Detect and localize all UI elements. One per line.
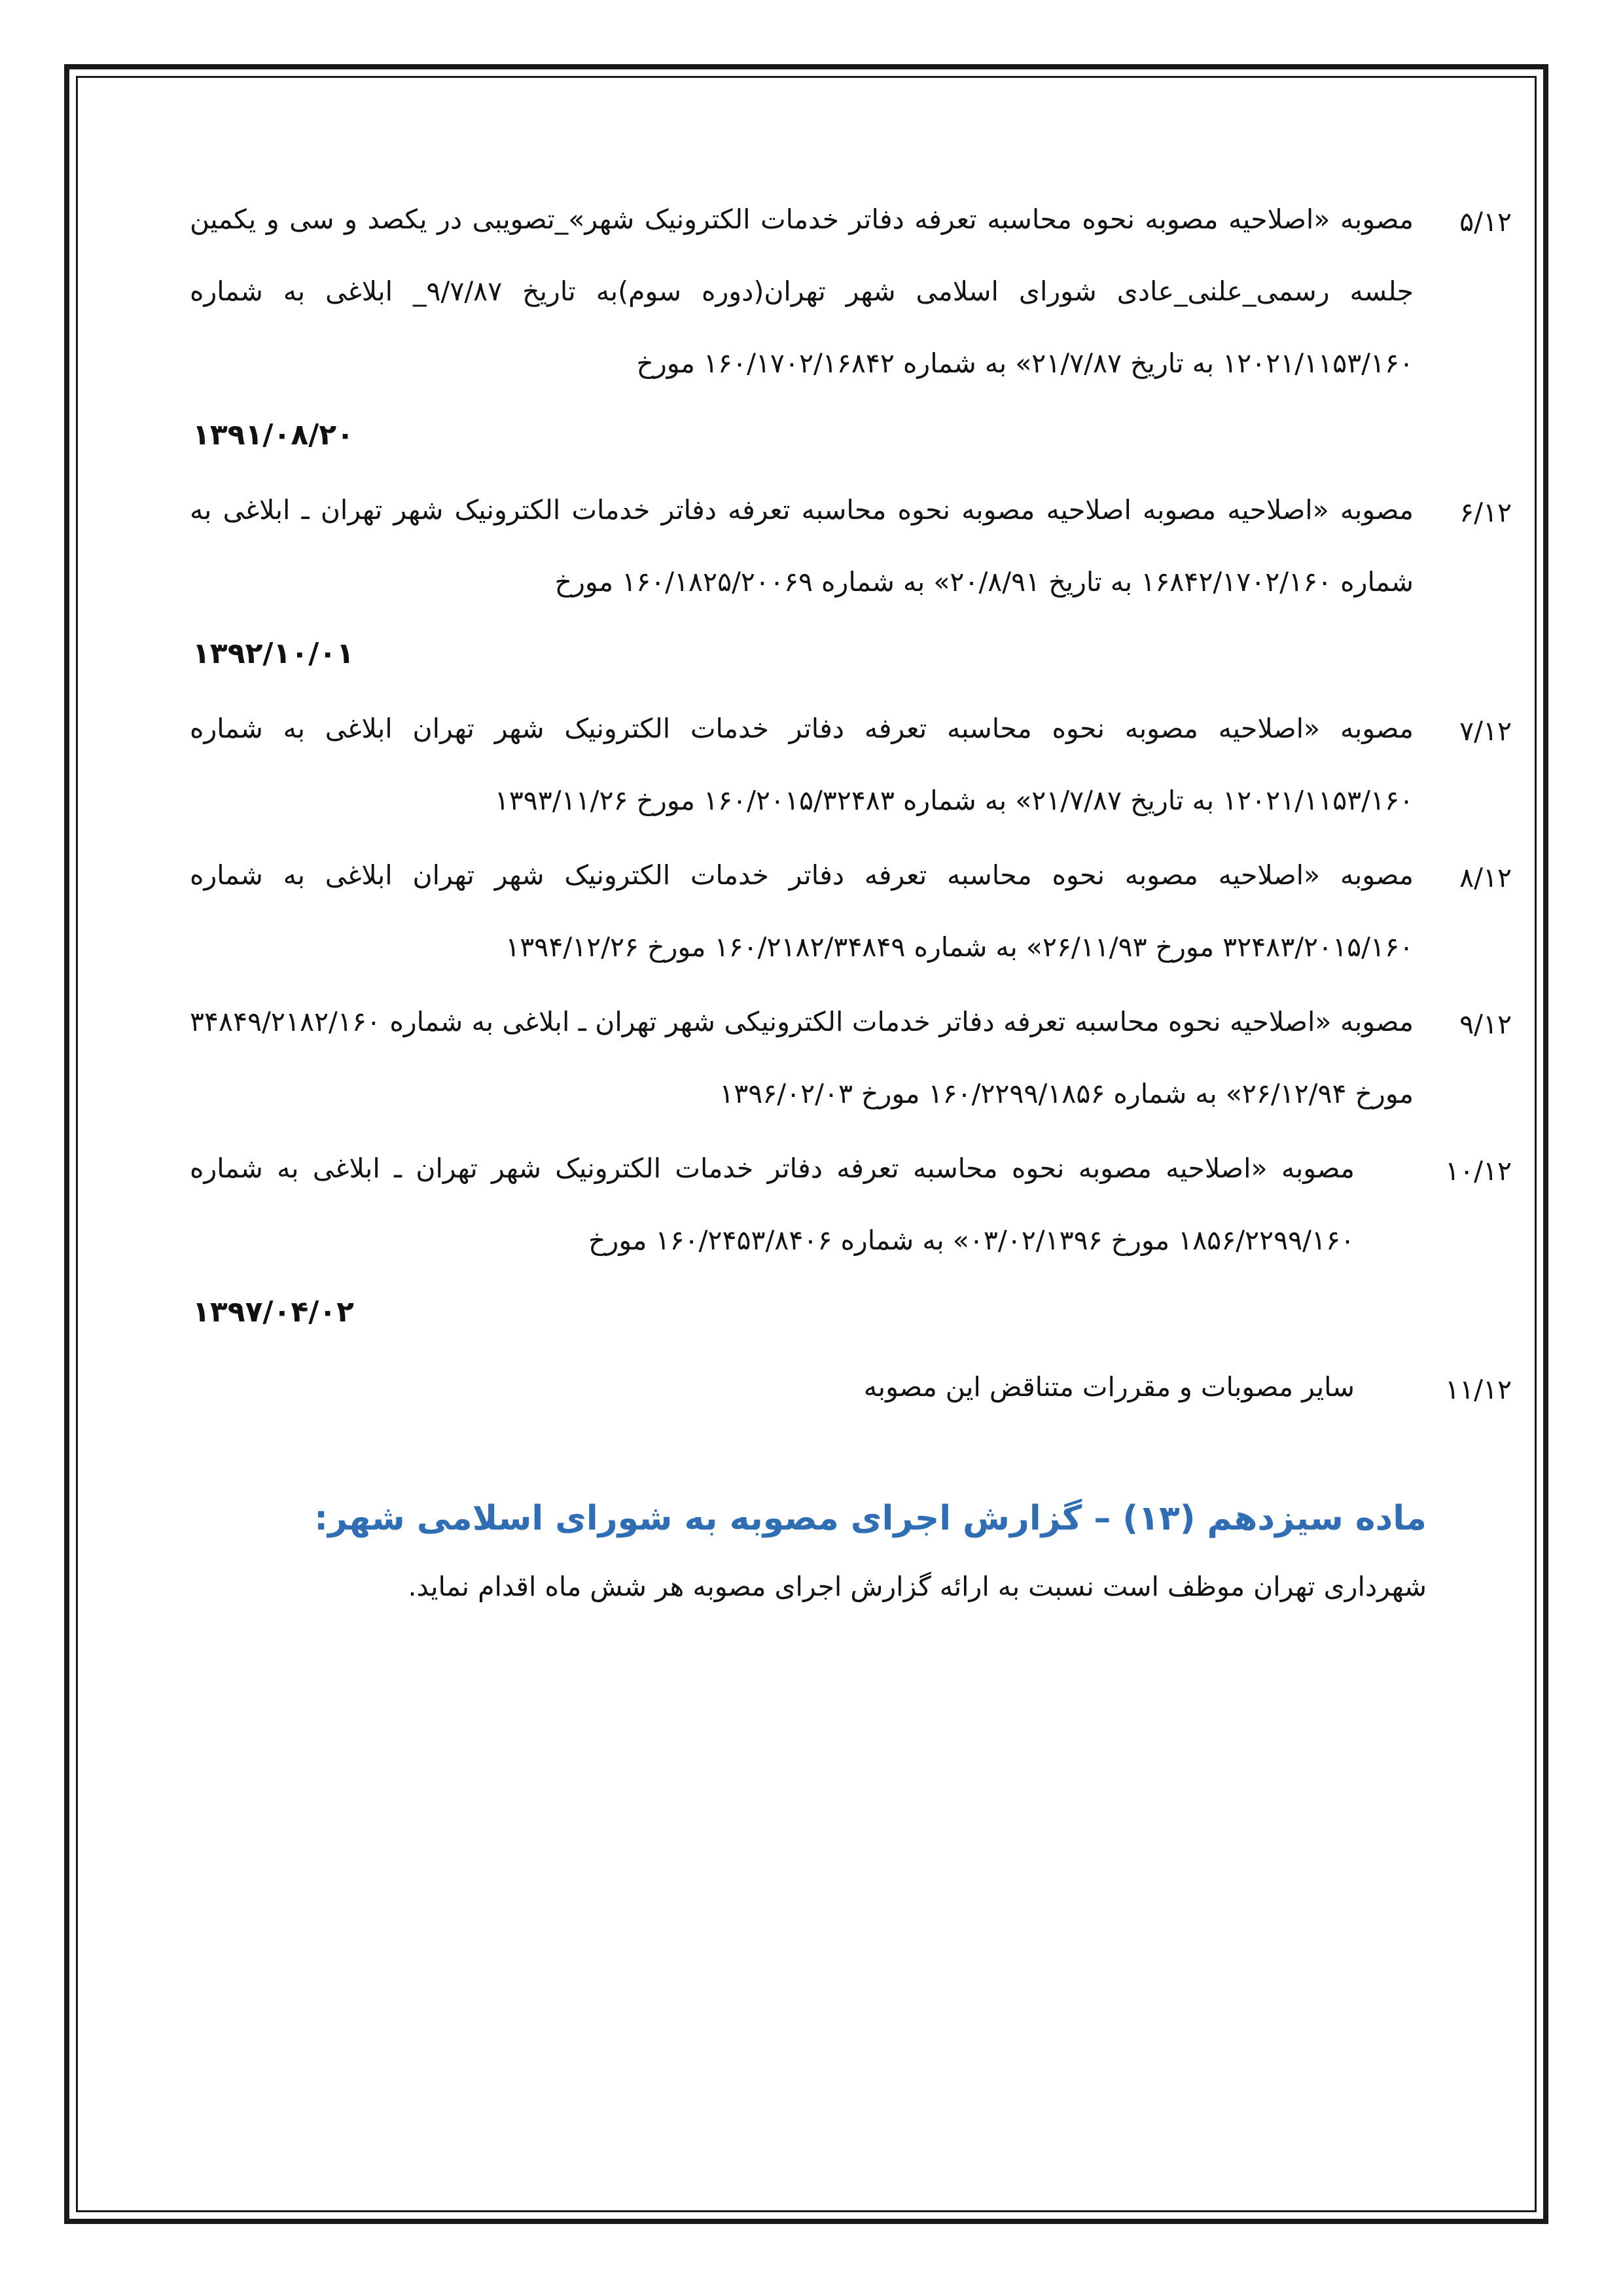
item-number: ۵/۱۲	[1459, 206, 1512, 238]
item-number: ۷/۱۲	[1459, 715, 1512, 747]
list-item	[190, 839, 1512, 983]
list-item	[190, 1132, 1512, 1348]
item-number: ۱۱/۱۲	[1445, 1374, 1512, 1405]
list-item	[190, 1351, 1512, 1423]
item-text: مصوبه «اصلاحیه مصوبه نحوه محاسبه تعرفه دفاتر خدمات الکترونیک شهر تهران ابلاغی به شماره ۱۲۰۲۱/۱۱۵۳/۱۶۰ به تاریخ ۲۱/۷/۸۷» به شماره ۱۶۰/۲۰۱۵/۳۲۴۸۳ مورخ ۱۳۹۳/۱۱/۲۶	[190, 713, 1414, 816]
list-item	[190, 183, 1512, 471]
list-item	[190, 986, 1512, 1130]
document-body	[190, 183, 1512, 1426]
list-item	[190, 474, 1512, 690]
item-text: مصوبه «اصلاحیه نحوه محاسبه تعرفه دفاتر خدمات الکترونیکی شهر تهران ـ ابلاغی به شماره ۳۴۸۴۹/۲۱۸۲/۱۶۰ مورخ ۲۶/۱۲/۹۴» به شماره ۱۶۰/۲۲۹۹/۱۸۵۶ مورخ ۱۳۹۶/۰۲/۰۳	[190, 1006, 1414, 1109]
section-title: ماده سیزدهم (۱۳) – گزارش اجرای مصوبه به شورای اسلامی شهر:	[314, 1499, 1427, 1538]
item-date: ۱۳۹۷/۰۴/۰۲	[192, 1295, 354, 1329]
section-body: شهرداری تهران موظف است نسبت به ارائه گزارش اجرای مصوبه هر شش ماه اقدام نماید.	[408, 1571, 1427, 1602]
list-item	[190, 692, 1512, 836]
item-text: مصوبه «اصلاحیه مصوبه اصلاحیه مصوبه نحوه محاسبه تعرفه دفاتر خدمات الکترونیک شهر تهران ـ ابلاغی به شماره ۱۶۸۴۲/۱۷۰۲/۱۶۰ به تاریخ ۲۰/۸/۹۱» به شماره ۱۶۰/۱۸۲۵/۲۰۰۶۹ مورخ	[190, 494, 1414, 598]
item-number: ۶/۱۲	[1459, 497, 1512, 528]
item-text: مصوبه «اصلاحیه مصوبه نحوه محاسبه تعرفه دفاتر خدمات الکترونیک شهر»_تصویبی در یکصد و سی و یکمین جلسه رسمی_علنی_عادی شورای اسلامی شهر تهران(دوره سوم)به تاریخ ۹/۷/۸۷_ ابلاغی به شماره ۱۲۰۲۱/۱۱۵۳/۱۶۰ به تاریخ ۲۱/۷/۸۷» به شماره ۱۶۰/۱۷۰۲/۱۶۸۴۲ مورخ	[190, 204, 1414, 379]
item-date: ۱۳۹۲/۱۰/۰۱	[192, 637, 354, 670]
item-text: مصوبه «اصلاحیه مصوبه نحوه محاسبه تعرفه دفاتر خدمات الکترونیک شهر تهران ابلاغی به شماره ۳۲۴۸۳/۲۰۱۵/۱۶۰ مورخ ۲۶/۱۱/۹۳» به شماره ۱۶۰/۲۱۸۲/۳۴۸۴۹ مورخ ۱۳۹۴/۱۲/۲۶	[190, 859, 1414, 963]
item-text: مصوبه «اصلاحیه مصوبه نحوه محاسبه تعرفه دفاتر خدمات الکترونیک شهر تهران ـ ابلاغی به شماره ۱۸۵۶/۲۲۹۹/۱۶۰ مورخ ۰۳/۰۲/۱۳۹۶» به شماره ۱۶۰/۲۴۵۳/۸۴۰۶ مورخ	[190, 1153, 1355, 1256]
item-number: ۹/۱۲	[1459, 1009, 1512, 1040]
item-text: سایر مصوبات و مقررات متناقض این مصوبه	[863, 1371, 1355, 1403]
item-date: ۱۳۹۱/۰۸/۲۰	[192, 418, 354, 452]
item-number: ۱۰/۱۲	[1445, 1155, 1512, 1187]
item-number: ۸/۱۲	[1459, 862, 1512, 893]
